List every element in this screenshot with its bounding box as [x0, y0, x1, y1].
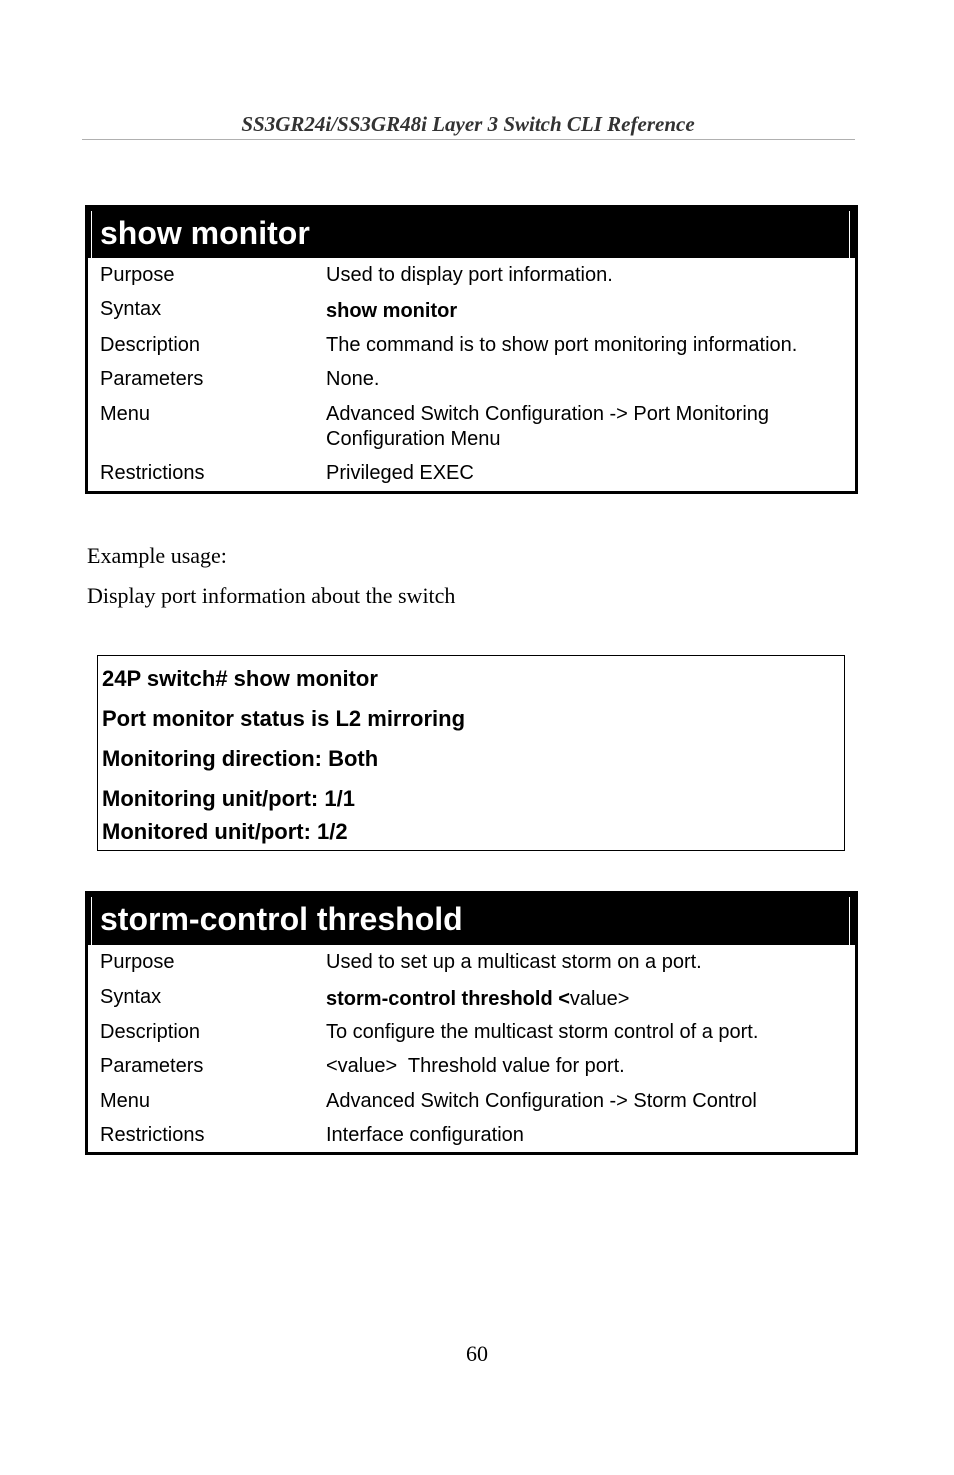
- restrictions-label: Restrictions: [100, 462, 205, 484]
- syntax-value: show monitor: [326, 300, 458, 322]
- parameters-label: Parameters: [100, 368, 204, 390]
- example-line: Monitoring unit/port: 1/1: [102, 786, 355, 811]
- example-line: Monitoring direction: Both: [102, 746, 379, 771]
- example-description: Display port information about the switch: [87, 583, 456, 608]
- parameters-value: <value> Threshold value for port.: [326, 1055, 625, 1077]
- syntax-command: storm-control threshold <: [326, 988, 570, 1010]
- menu-line-1: Advanced Switch Configuration -> Port Monitoring: [326, 403, 770, 425]
- parameters-value: None.: [326, 368, 380, 390]
- storm-control-title: storm-control threshold: [88, 894, 855, 945]
- menu-label: Menu: [100, 1090, 151, 1112]
- page-number: 60: [466, 1341, 488, 1366]
- description-label: Description: [100, 334, 201, 356]
- menu-value: [326, 402, 851, 452]
- purpose-value: Used to display port information.: [326, 264, 613, 286]
- syntax-argument: value>: [569, 988, 630, 1010]
- example-line: Monitored unit/port: 1/2: [102, 819, 348, 844]
- example-line: Port monitor status is L2 mirroring: [102, 706, 466, 731]
- running-header: SS3GR24i/SS3GR48i Layer 3 Switch CLI Reference: [241, 112, 695, 136]
- restrictions-value: Privileged EXEC: [326, 462, 474, 484]
- header-rule: [82, 139, 855, 140]
- show-monitor-table: [85, 205, 858, 494]
- restrictions-label: Restrictions: [100, 1124, 205, 1146]
- purpose-value: Used to set up a multicast storm on a port.: [326, 951, 702, 973]
- example-line: 24P switch# show monitor: [102, 666, 378, 691]
- parameters-label: Parameters: [100, 1055, 204, 1077]
- storm-control-table: [85, 891, 858, 1155]
- example-output-box: [97, 655, 845, 851]
- syntax-label: Syntax: [100, 298, 162, 320]
- description-value: The command is to show port monitoring information.: [326, 334, 798, 356]
- syntax-value: [326, 987, 851, 1012]
- show-monitor-title: show monitor: [88, 208, 855, 258]
- description-label: Description: [100, 1021, 201, 1043]
- syntax-label: Syntax: [100, 986, 162, 1008]
- menu-line-2: Configuration Menu: [326, 428, 501, 450]
- purpose-label: Purpose: [100, 951, 175, 973]
- example-usage-label: Example usage:: [87, 543, 227, 568]
- menu-label: Menu: [100, 403, 151, 425]
- description-value: To configure the multicast storm control of a port.: [326, 1021, 759, 1043]
- menu-value: Advanced Switch Configuration -> Storm Control: [326, 1090, 757, 1112]
- restrictions-value: Interface configuration: [326, 1124, 524, 1146]
- purpose-label: Purpose: [100, 264, 175, 286]
